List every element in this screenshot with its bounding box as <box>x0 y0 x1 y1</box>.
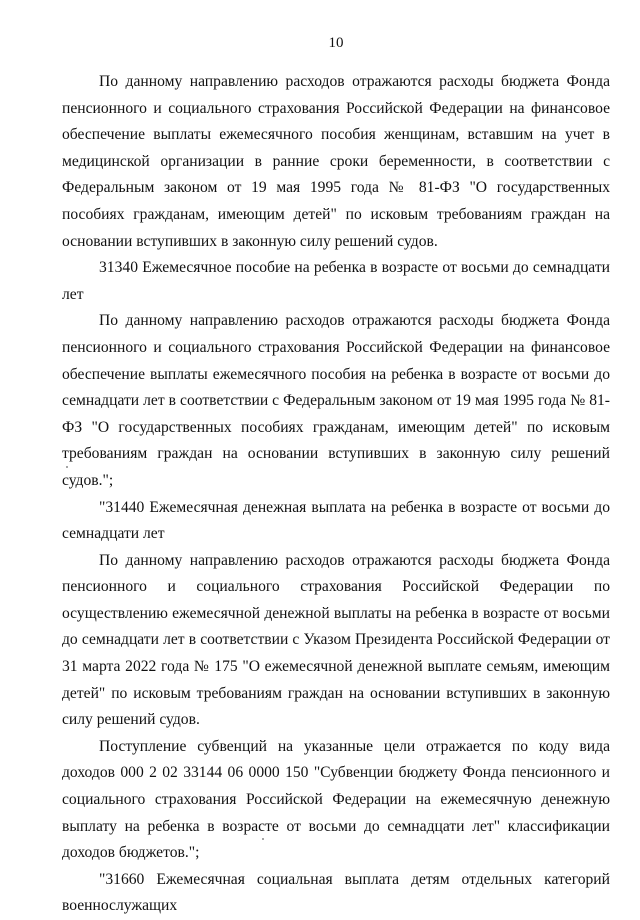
paragraph-heading-31440: "31440 Ежемесячная денежная выплата на ребенка в возрасте от восьми до семнадцати лет <box>62 498 610 543</box>
scan-speck <box>262 838 264 840</box>
paragraph-pension-pregnancy: По данному направлению расходов отражаются расходы бюджета Фонда пенсионного и социального страхования Российской Федерации на финансовое обеспечение выплаты ежемесячного пособия женщинам, вставшим на учет в медицинской организации в ранние сроки беременности, в соответствии с Федеральным законом от 19 мая 1995 года № 81-ФЗ "О государственных пособиях гражданам, имеющим детей" по исковым требованиям граждан на основании вступивших в законную силу решений судов. <box>62 73 610 250</box>
paragraph-heading-31340: 31340 Ежемесячное пособие на ребенка в возрасте от восьми до семнадцати лет <box>62 259 610 303</box>
paragraph-heading-31660: "31660 Ежемесячная социальная выплата детям отдельных категорий военнослужащих <box>62 870 610 915</box>
paragraph-allowance-8-17: По данному направлению расходов отражаются расходы бюджета Фонда пенсионного и социального страхования Российской Федерации на финансовое обеспечение выплаты ежемесячного пособия на ребенка в возрасте от восьми до семнадцати лет в соответствии с Федеральным законом от 19 мая 1995 года № 81-ФЗ "О государственных пособиях гражданам, имеющим детей" по исковым требованиям граждан на основании вступивших в законную силу решений судов."; <box>62 312 610 489</box>
paragraph-subventions: Поступление субвенций на указанные цели отражается по коду вида доходов 000 2 02 33144 06 0000 150 "Субвенции бюджету Фонда пенсионного и социального страхования Российской Федерации на ежемесячную денежную выплату на ребенка в возрасте от восьми до семнадцати лет" классификации доходов бюджетов."; <box>62 737 610 862</box>
page-number: 10 <box>328 35 344 51</box>
paragraph-monthly-payment: По данному направлению расходов отражаются расходы бюджета Фонда пенсионного и социального страхования Российской Федерации по осуществлению ежемесячной денежной выплаты на ребенка в возрасте от восьми до семнадцати лет в соответствии с Указом Президента Российской Федерации от 31 марта 2022 года № 175 "О ежемесячной денежной выплате семьям, имеющим детей" по исковым требованиям граждан на основании вступивших в законную силу решений судов. <box>62 551 610 729</box>
scan-speck <box>66 466 68 468</box>
